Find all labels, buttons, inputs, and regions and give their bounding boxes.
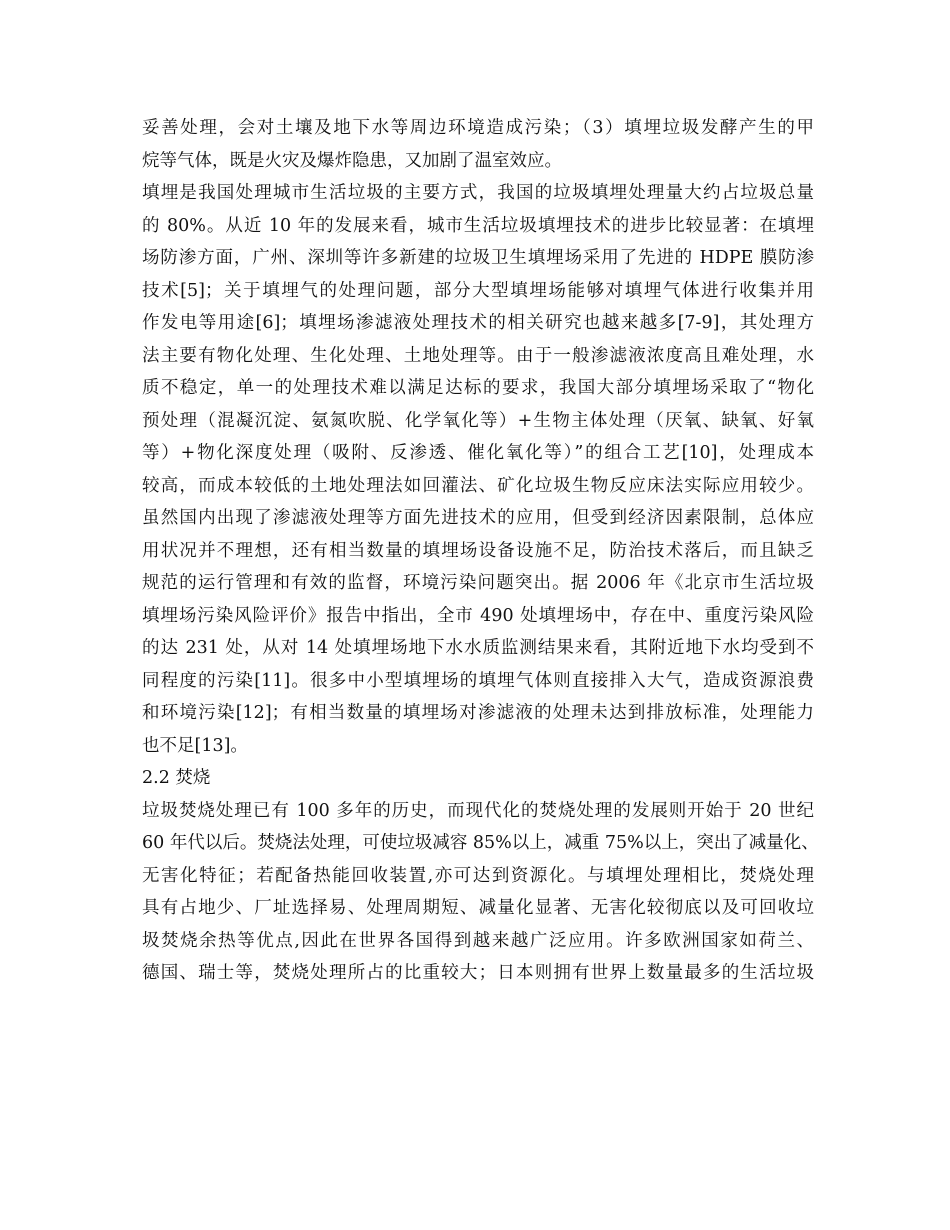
text-line: 60 年代以后。焚烧法处理，可使垃圾减容 85%以上，减重 75%以上，突出了减量化、	[142, 833, 819, 853]
text-line: 也不足[13]。	[142, 735, 248, 756]
paragraph-start-line: 垃圾焚烧处理已有 100 多年的历史，而现代化的焚烧处理的发展则开始于 20 世纪	[142, 800, 814, 821]
text-line: 和环境污染[12]；有相当数量的填埋场对渗滤液的处理未达到排放标准，处理能力	[142, 703, 814, 723]
text-line: 技术[5]；关于填埋气的处理问题，部分大型填埋场能够对填埋气体进行收集并用	[142, 280, 814, 301]
text-line: 用状况并不理想，还有相当数量的填埋场设备设施不足，防治技术落后，而且缺乏	[142, 540, 814, 561]
text-line: 圾焚烧余热等优点,因此在世界各国得到越来越广泛应用。许多欧洲国家如荷兰、	[142, 930, 814, 951]
paragraph-start-line: 虽然国内出现了渗滤液处理等方面先进技术的应用，但受到经济因素限制，总体应	[142, 508, 814, 528]
text-line: 具有占地少、厂址选择易、处理周期短、减量化显著、无害化较彻底以及可回收垃	[142, 898, 814, 918]
section-heading: 2.2 焚烧	[142, 768, 211, 788]
text-line: 德国、瑞士等，焚烧处理所占的比重较大；日本则拥有世界上数量最多的生活垃圾	[142, 963, 814, 983]
text-line: 作发电等用途[6]；填埋场渗滤液处理技术的相关研究也越来越多[7-9]，其处理方	[142, 313, 814, 333]
text-line: 无害化特征；若配备热能回收装置,亦可达到资源化。与填埋处理相比，焚烧处理	[142, 865, 814, 886]
text-line: 烷等气体，既是火灾及爆炸隐患，又加剧了温室效应。	[142, 150, 562, 171]
text-line: 妥善处理，会对土壤及地下水等周边环境造成污染；（3）填埋垃圾发酵产生的甲	[142, 118, 814, 138]
body-text	[142, 112, 819, 990]
text-line: 同程度的污染[11]。很多中小型填埋场的填埋气体则直接排入大气，造成资源浪费	[142, 670, 814, 691]
text-line: 法主要有物化处理、生化处理、土地处理等。由于一般渗滤液浓度高且难处理，水	[142, 345, 814, 366]
text-line: 的达 231 处，从对 14 处填埋场地下水水质监测结果来看，其附近地下水均受到不	[142, 638, 814, 658]
text-line: 填埋场污染风险评价》报告中指出，全市 490 处填埋场中，存在中、重度污染风险	[142, 605, 814, 626]
paragraph-start-line: 填埋是我国处理城市生活垃圾的主要方式，我国的垃圾填埋处理量大约占垃圾总量	[142, 183, 814, 203]
text-line: 预处理（混凝沉淀、氨氮吹脱、化学氧化等）+生物主体处理（厌氧、缺氧、好氧	[142, 410, 814, 431]
text-line: 场防渗方面，广州、深圳等许多新建的垃圾卫生填埋场采用了先进的 HDPE 膜防渗	[142, 248, 814, 268]
text-line: 规范的运行管理和有效的监督，环境污染问题突出。据 2006 年《北京市生活垃圾	[142, 573, 814, 593]
text-line: 质不稳定，单一的处理技术难以满足达标的要求，我国大部分填埋场采取了“物化	[142, 378, 814, 398]
text-line: 较高，而成本较低的土地处理法如回灌法、矿化垃圾生物反应床法实际应用较少。	[142, 475, 814, 496]
text-line: 的 80%。从近 10 年的发展来看，城市生活垃圾填埋技术的进步比较显著：在填埋	[142, 215, 814, 236]
text-line: 等）+物化深度处理（吸附、反渗透、催化氧化等）”的组合工艺[10]，处理成本	[142, 443, 814, 463]
